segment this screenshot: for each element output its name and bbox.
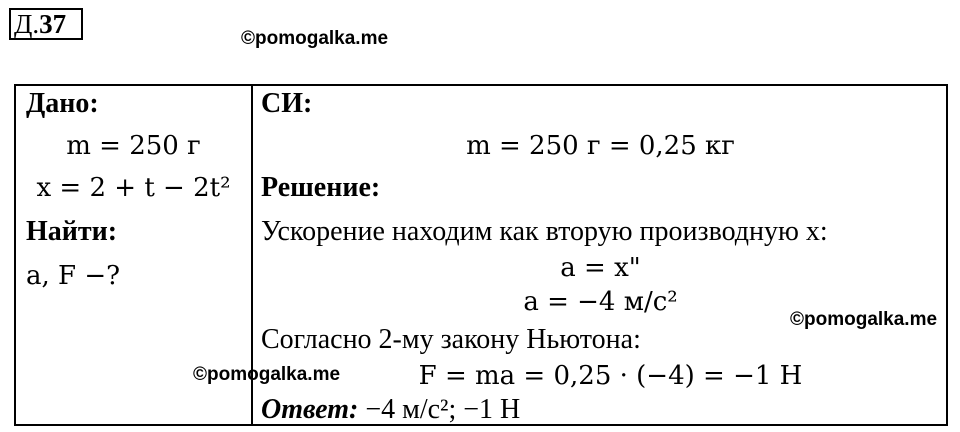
equation-force: F = ma = 0,25 · (−4) = −1 Н — [418, 361, 803, 391]
si-title: СИ: — [261, 88, 313, 119]
answer-value: −4 м/с²; −1 Н — [358, 394, 521, 425]
watermark-top: ©pomogalka.me — [241, 28, 389, 49]
solution-text-derivative: Ускорение находим как вторую производную x: — [261, 216, 828, 247]
given-mass: m = 250 г — [66, 131, 201, 161]
problem-number-label — [9, 8, 83, 40]
answer-label: Ответ: — [261, 394, 359, 425]
answer-line — [261, 394, 520, 426]
solution-table — [14, 84, 948, 426]
solution-text-newton: Согласно 2-му закону Ньютона: — [261, 324, 641, 355]
problem-number: 37 — [39, 9, 67, 39]
problem-prefix: Д. — [14, 9, 40, 39]
equation-acceleration-derivative: a = x" — [560, 253, 641, 283]
find-title: Найти: — [26, 216, 118, 247]
watermark-bottom: ©pomogalka.me — [193, 364, 341, 385]
watermark-right: ©pomogalka.me — [790, 309, 938, 330]
solution-title: Решение: — [261, 172, 381, 203]
find-value: a, F −? — [26, 261, 121, 291]
given-title: Дано: — [26, 88, 99, 119]
given-equation: x = 2 + t − 2t² — [36, 173, 231, 203]
equation-acceleration-value: a = −4 м/с² — [523, 287, 678, 317]
si-conversion: m = 250 г = 0,25 кг — [466, 131, 735, 161]
